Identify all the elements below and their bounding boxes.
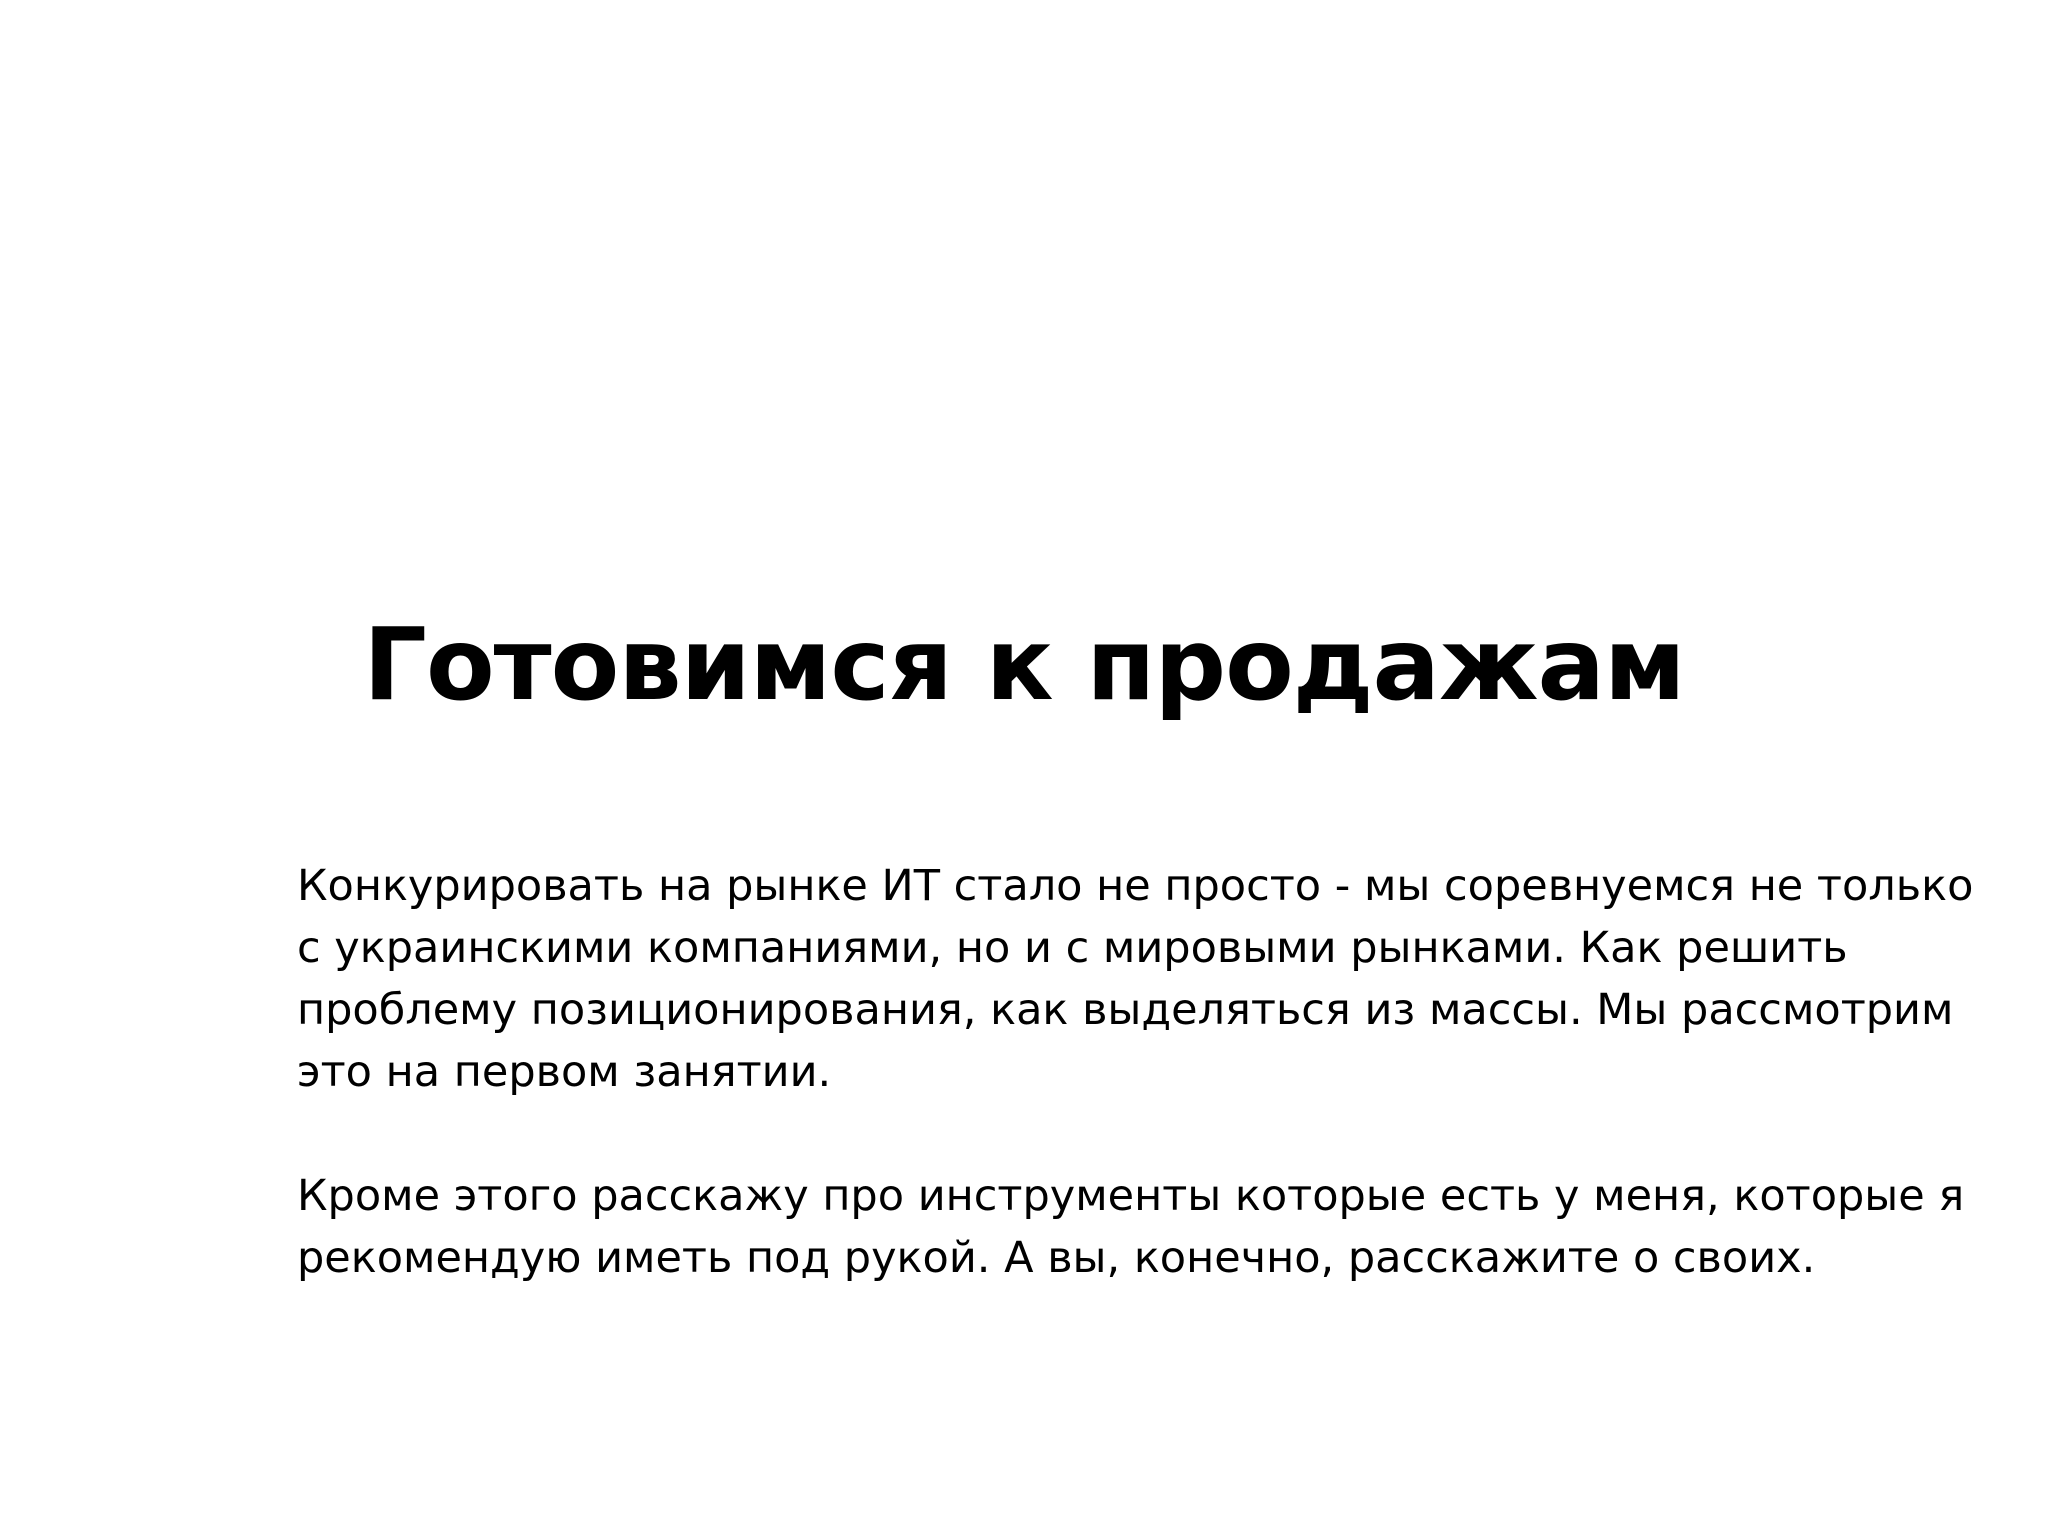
paragraph-2: [297, 1165, 1965, 1289]
paragraph-2-line: рекомендую иметь под рукой. А вы, конечно, расскажите о своих.: [297, 1233, 1816, 1283]
slide-title: Готовимся к продажам: [363, 606, 1685, 723]
paragraph-1-line: проблему позиционирования, как выделяться из массы. Мы рассмотрим: [297, 985, 1954, 1035]
paragraph-1: [297, 855, 1974, 1103]
paragraph-spacer: [297, 1103, 1937, 1165]
paragraph-2-line: Кроме этого расскажу про инструменты которые есть у меня, которые я: [297, 1171, 1965, 1221]
paragraph-1-line: это на первом занятии.: [297, 1047, 832, 1097]
slide-body: [297, 855, 1974, 1289]
paragraph-1-line: Конкурировать на рынке ИТ стало не просто - мы соревнуемся не только: [297, 861, 1974, 911]
paragraph-1-line: с украинскими компаниями, но и с мировыми рынками. Как решить: [297, 923, 1848, 973]
